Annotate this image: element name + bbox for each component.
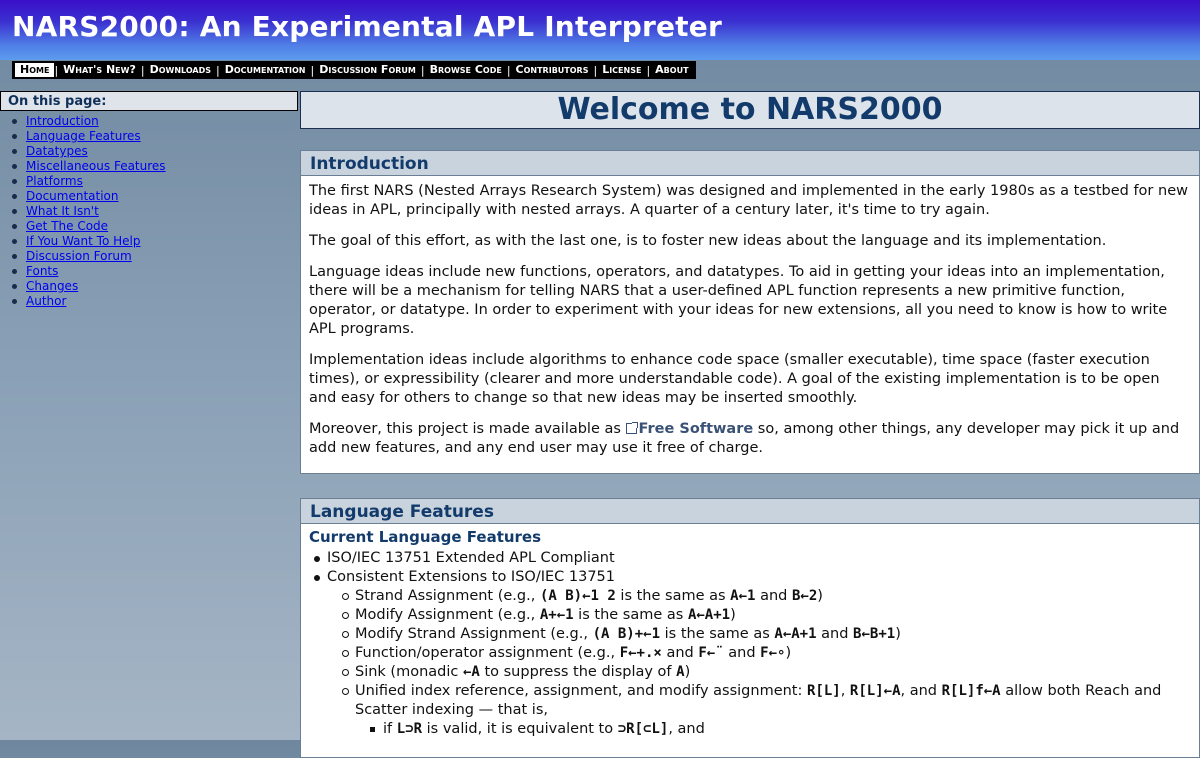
panel-header — [301, 499, 1199, 524]
on-this-page-header — [0, 91, 298, 111]
toc-link-if-you-want-to-help[interactable]: If You Want To Help — [26, 234, 141, 248]
text: ) — [895, 626, 901, 642]
toc-link-language-features[interactable]: Language Features — [26, 129, 141, 143]
nav-separator: | — [54, 63, 59, 77]
apl-code: A — [676, 664, 685, 680]
text: is the same as — [615, 588, 731, 604]
page-title: Welcome to NARS2000 — [557, 92, 943, 127]
intro-paragraph-1: The first NARS (Nested Arrays Research System) was designed and implemented in the early 1980s as a testbed for new ideas in APL, principally with nested arrays. A quarter of a century later, it's time to try again. — [309, 183, 1188, 218]
list-item — [26, 294, 166, 309]
nav-home[interactable]: Home — [15, 63, 54, 77]
feature-extensions: Consistent Extensions to ISO/IEC 13751 — [327, 569, 616, 585]
text: ) — [817, 588, 823, 604]
toc-link-introduction[interactable]: Introduction — [26, 114, 99, 128]
text: and — [816, 626, 854, 642]
language-features-body — [301, 524, 1199, 739]
list-item — [26, 264, 166, 279]
apl-code: B←2 — [791, 588, 818, 604]
toc-link-documentation[interactable]: Documentation — [26, 189, 119, 203]
text: Sink (monadic — [355, 664, 463, 680]
introduction-panel — [300, 150, 1200, 474]
text: ) — [730, 607, 736, 623]
introduction-heading: Introduction — [310, 154, 429, 174]
list-item — [355, 682, 1191, 739]
list-item — [355, 606, 1191, 625]
apl-code: A←A+1 — [774, 626, 817, 642]
apl-code: B←B+1 — [853, 626, 896, 642]
toc-link-what-it-isnt[interactable]: What It Isn't — [26, 204, 99, 218]
free-software-link[interactable]: Free Software — [638, 421, 754, 437]
intro-paragraph-5 — [309, 420, 1191, 458]
text: Unified index reference, assignment, and modify assignment: — [355, 683, 807, 699]
text: allow both Reach and Scatter indexing — that is, — [355, 683, 1162, 718]
toc-link-datatypes[interactable]: Datatypes — [26, 144, 88, 158]
text: Modify Strand Assignment (e.g., — [355, 626, 593, 642]
apl-code: ←A — [462, 664, 480, 680]
list-item — [26, 204, 166, 219]
text: ) — [785, 645, 792, 661]
apl-code: A←1 — [730, 588, 756, 604]
list-item — [383, 720, 1191, 739]
indexing-list — [355, 720, 1191, 739]
on-this-page-list — [8, 114, 166, 309]
text: Function/operator assignment (e.g., — [355, 645, 620, 661]
intro-paragraph-4: Implementation ideas include algorithms to enhance code space (smaller executable), time space (faster execution times), or expressibility (clearer and more understandable code). A goal of the existing implementation is to be open and easy for others to change so that new ideas may be inserted smoothly. — [309, 352, 1160, 406]
nav-separator: | — [506, 63, 511, 77]
on-this-page-title: On this page: — [8, 94, 107, 109]
apl-code: (A B)+←1 — [592, 626, 661, 642]
text: is the same as — [660, 626, 775, 642]
features-list — [309, 549, 1191, 739]
text: is the same as — [573, 607, 688, 623]
panel-header — [301, 151, 1199, 176]
list-item — [327, 568, 1191, 739]
nav-separator: | — [140, 63, 145, 77]
current-features-subheading: Current Language Features — [309, 528, 542, 546]
site-title: NARS2000: An Experimental APL Interpreter — [12, 10, 722, 43]
text: , — [840, 683, 850, 699]
list-item — [327, 549, 1191, 568]
welcome-banner — [300, 91, 1200, 129]
list-item — [355, 587, 1191, 606]
list-item — [26, 219, 166, 234]
apl-code: (A B)←1 2 — [539, 588, 616, 604]
apl-code: F←+.× — [619, 645, 662, 661]
nav-separator: | — [310, 63, 315, 77]
apl-code: R[L] — [806, 683, 841, 699]
extensions-list — [327, 587, 1191, 739]
text: and — [755, 588, 792, 604]
toc-link-platforms[interactable]: Platforms — [26, 174, 83, 188]
text: Modify Assignment (e.g., — [355, 607, 540, 623]
apl-code: L⊃R — [396, 721, 423, 737]
list-item — [26, 174, 166, 189]
nav-separator: | — [646, 63, 651, 77]
list-item — [26, 249, 166, 264]
intro-paragraph-2: The goal of this effort, as with the last one, is to foster new ideas about the language and its implementation. — [309, 233, 1107, 249]
text: so, among other things, any developer may pick it up and add new features, and any end user may use it free of charge. — [309, 421, 1180, 456]
list-item — [355, 644, 1191, 663]
nav-documentation[interactable]: Documentation — [224, 63, 306, 76]
apl-code: F←∘ — [760, 645, 786, 661]
nav-separator: | — [593, 63, 598, 77]
toc-link-fonts[interactable]: Fonts — [26, 264, 59, 278]
top-nav — [12, 61, 696, 79]
toc-link-author[interactable]: Author — [26, 294, 67, 308]
toc-link-changes[interactable]: Changes — [26, 279, 79, 293]
nav-whats-new[interactable]: What's New? — [63, 63, 136, 76]
apl-code: ⊃R[⊂L] — [617, 721, 669, 737]
list-item — [26, 159, 166, 174]
text: and — [723, 645, 761, 661]
nav-about[interactable]: About — [655, 63, 689, 76]
text: if — [383, 721, 397, 737]
nav-browse-code[interactable]: Browse Code — [429, 63, 502, 76]
list-item — [355, 625, 1191, 644]
apl-code: F←¨ — [698, 645, 724, 661]
language-features-heading: Language Features — [310, 502, 494, 522]
nav-license[interactable]: License — [602, 63, 642, 76]
toc-link-get-the-code[interactable]: Get The Code — [26, 219, 109, 233]
text: to suppress the display of — [479, 664, 677, 680]
toc-link-misc-features[interactable]: Miscellaneous Features — [26, 159, 166, 173]
text: and — [661, 645, 699, 661]
introduction-body — [301, 176, 1199, 458]
list-item — [26, 144, 166, 159]
nav-separator: | — [420, 63, 425, 77]
intro-paragraph-3: Language ideas include new functions, operators, and datatypes. To aid in getting your ideas into an implementation, there will be a mechanism for telling NARS that a user-defined APL function represents a new primitive function, operator, or datatype. In order to experiment with your ideas for new extensions, all you need to know is how to write APL programs. — [309, 264, 1168, 337]
list-item — [26, 189, 166, 204]
text: ) — [684, 664, 691, 680]
toc-link-discussion-forum[interactable]: Discussion Forum — [26, 249, 132, 263]
list-item — [26, 279, 166, 294]
apl-code: A←A+1 — [687, 607, 731, 623]
text: is valid, it is equivalent to — [422, 721, 618, 737]
nav-contributors[interactable]: Contributors — [515, 63, 589, 76]
list-item — [26, 234, 166, 249]
nav-downloads[interactable]: Downloads — [149, 63, 212, 76]
external-link-icon — [626, 423, 637, 434]
text: Strand Assignment (e.g., — [355, 588, 540, 604]
text: Moreover, this project is made available as — [309, 421, 626, 437]
list-item — [26, 114, 166, 129]
nav-discussion-forum[interactable]: Discussion Forum — [319, 63, 416, 76]
site-banner — [0, 0, 1200, 60]
list-item — [355, 663, 1191, 682]
apl-code: A+←1 — [539, 607, 574, 623]
apl-code: R[L]←A — [849, 683, 901, 699]
text: , and — [668, 721, 705, 737]
apl-code: R[L]f←A — [941, 683, 1001, 699]
feature-iso: ISO/IEC 13751 Extended APL Compliant — [327, 550, 615, 566]
nav-separator: | — [216, 63, 220, 77]
text: , and — [900, 683, 942, 699]
language-features-panel — [300, 498, 1200, 758]
list-item — [26, 129, 166, 144]
